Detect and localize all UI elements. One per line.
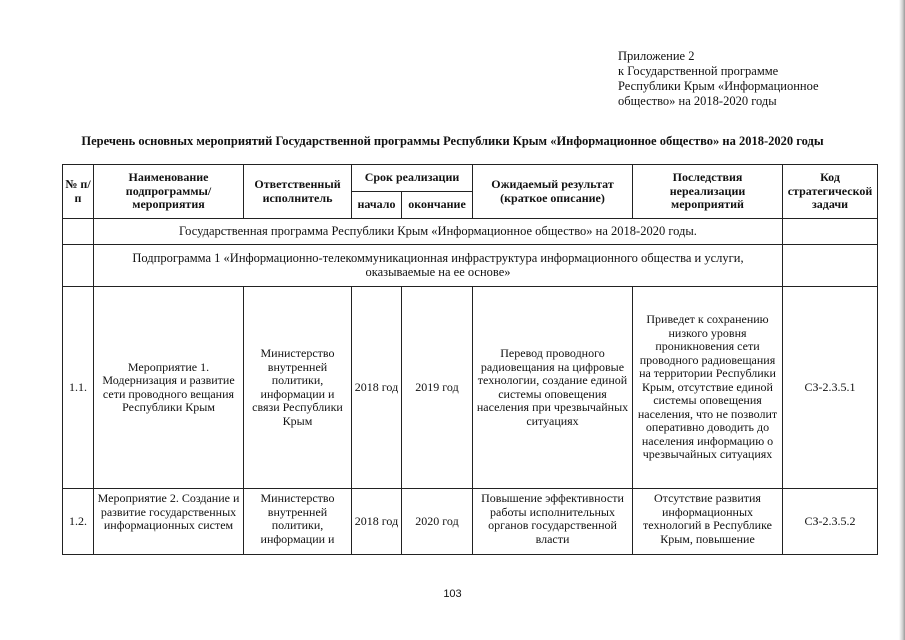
program-title: Государственная программа Республики Крым «Информационное общество» на 2018-2020 годы. (94, 219, 783, 245)
row-end: 2019 год (402, 287, 473, 489)
program-num-cell (63, 219, 94, 245)
row-name: Мероприятие 2. Создание и развитие государственных информационных систем (94, 489, 244, 555)
header-end: окончание (402, 192, 473, 219)
subprogram-code-cell (783, 245, 878, 287)
appendix-note (618, 49, 819, 109)
row-result: Перевод проводного радиовещания на цифровые технологии, создание единой системы оповещения населения при чрезвычайных ситуациях (473, 287, 633, 489)
header-num: № п/п (63, 165, 94, 219)
row-start: 2018 год (352, 489, 402, 555)
header-executor: Ответственный исполнитель (244, 165, 352, 219)
page-edge-shadow (899, 0, 905, 640)
header-code: Код стратегической задачи (783, 165, 878, 219)
header-row (63, 165, 878, 192)
subprogram-row (63, 245, 878, 287)
table-row (63, 287, 878, 489)
row-code: СЗ-2.3.5.2 (783, 489, 878, 555)
header-consequences: Последствия нереализации мероприятий (633, 165, 783, 219)
table-row (63, 489, 878, 555)
page-number: 103 (443, 588, 462, 600)
header-result: Ожидаемый результат (краткое описание) (473, 165, 633, 219)
row-result: Повышение эффективности работы исполнительных органов государственной власти (473, 489, 633, 555)
document-title: Перечень основных мероприятий Государственной программы Республики Крым «Информационное общество» на 2018-2020 годы (81, 134, 824, 148)
subprogram-title: Подпрограмма 1 «Информационно-телекоммуникационная инфраструктура информационного общества и услуги, оказываемые на ее основе» (94, 245, 783, 287)
appendix-line: общество» на 2018-2020 годы (618, 94, 777, 108)
appendix-line: к Государственной программе (618, 64, 779, 78)
program-code-cell (783, 219, 878, 245)
row-num: 1.2. (63, 489, 94, 555)
header-period: Срок реализации (352, 165, 473, 192)
row-consequences: Приведет к сохранению низкого уровня проникновения сети проводного радиовещания на территории Республики Крым, отсутствие единой системы оповещения населения, что не позволит оперативно доводить до населения информацию о чрезвычайных ситуациях (633, 287, 783, 489)
row-executor: Министерство внутренней политики, информации и связи Республики Крым (244, 287, 352, 489)
appendix-line: Приложение 2 (618, 49, 695, 63)
row-end: 2020 год (402, 489, 473, 555)
subprogram-num-cell (63, 245, 94, 287)
header-name: Наименование подпрограммы/ мероприятия (94, 165, 244, 219)
row-consequences: Отсутствие развития информационных технологий в Республике Крым, повышение (633, 489, 783, 555)
header-start: начало (352, 192, 402, 219)
row-name: Мероприятие 1. Модернизация и развитие сети проводного вещания Республики Крым (94, 287, 244, 489)
row-start: 2018 год (352, 287, 402, 489)
appendix-line: Республики Крым «Информационное (618, 79, 819, 93)
row-num: 1.1. (63, 287, 94, 489)
row-code: СЗ-2.3.5.1 (783, 287, 878, 489)
row-executor: Министерство внутренней политики, информации и (244, 489, 352, 555)
program-row (63, 219, 878, 245)
measures-table (62, 164, 878, 555)
